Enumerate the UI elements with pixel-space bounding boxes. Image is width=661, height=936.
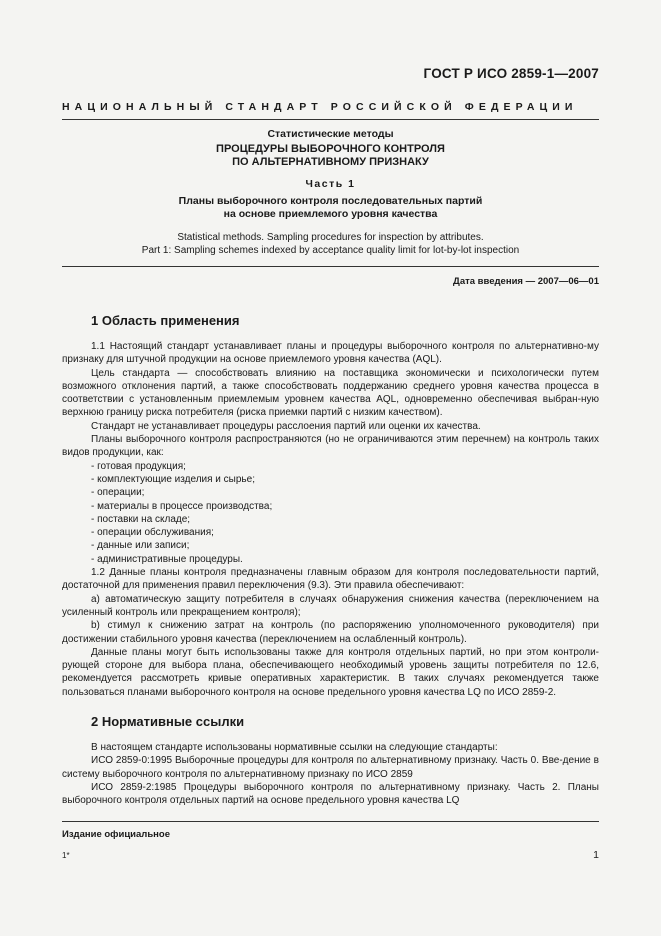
part-title-line-1: Планы выборочного контроля последовательных партий <box>178 195 483 207</box>
section-1-body <box>62 340 599 699</box>
english-title-line-1: Statistical methods. Sampling procedures for inspection by attributes. <box>177 232 484 243</box>
national-standard-banner: НАЦИОНАЛЬНЫЙ СТАНДАРТ РОССИЙСКОЙ ФЕДЕРАЦИИ <box>62 101 578 113</box>
title-divider <box>62 266 599 267</box>
section-2-body <box>62 741 599 807</box>
paragraph: Стандарт не устанавливает процедуры расслоения партий или оценки их качества. <box>91 420 481 432</box>
part-title <box>62 195 599 221</box>
list-item: - административные процедуры. <box>91 553 243 565</box>
part-title-line-2: на основе приемлемого уровня качества <box>223 208 438 220</box>
footnote-mark: 1* <box>62 851 70 860</box>
paragraph: 1.2 Данные планы контроля предназначены главным образом для контроля последовательности партий, достаточной для применения правил переключения (9.3). Эти правила обеспечивают: <box>62 567 599 592</box>
list-item: - операции; <box>91 487 145 499</box>
paragraph: В настоящем стандарте использованы нормативные ссылки на следующие стандарты: <box>91 742 498 753</box>
footer-divider <box>62 821 599 822</box>
official-edition-label: Издание официальное <box>62 829 170 840</box>
paragraph: 1.1 Настоящий стандарт устанавливает планы и процедуры выборочного контроля по альтернативно-му признаку для штучной продукции на основе приемлемого уровня качества (AQL). <box>62 341 599 366</box>
title-line-1: Статистические методы <box>267 128 394 140</box>
list-item: - готовая продукция; <box>91 460 186 472</box>
reference-item: ИСО 2859-2:1985 Процедуры выборочного контроля по альтернативному признаку. Часть 2. Планы выборочного контроля отдельных партий на основе предельного уровня качества LQ <box>62 781 599 807</box>
list-item: - комплектующие изделия и сырье; <box>91 473 255 485</box>
list-item: - операции обслуживания; <box>91 527 214 539</box>
title-line-3: ПО АЛЬТЕРНАТИВНОМУ ПРИЗНАКУ <box>232 156 429 168</box>
page-number: 1 <box>593 849 599 861</box>
section-2-heading: 2 Нормативные ссылки <box>91 714 245 729</box>
introduction-date: Дата введения — 2007—06—01 <box>453 276 599 287</box>
paragraph: Данные планы могут быть использованы также для контроля отдельных партий, но при этом контроли-рующей стороне для выбора плана, обеспечивающего необходимый уровень защиты потребителя по 12.6, рекомендуется рассмотреть кривые оперативных характеристик. В таких случаях рекомендуется также пользоваться планами выборочного контроля на основе предельного уровня качества LQ по ИСО 2859-2. <box>62 646 599 698</box>
paragraph: Планы выборочного контроля распространяются (но не ограничиваются этим перечнем) на контроль таких видов продукции, как: <box>62 434 599 459</box>
paragraph: b) стимул к снижению затрат на контроль (по распоряжению уполномоченного руководителя) при достижении стабильного уровня качества (переключением на ослабленный контроль). <box>62 620 599 645</box>
part-label: Часть 1 <box>305 178 356 190</box>
section-1-heading: 1 Область применения <box>91 313 240 328</box>
title-main <box>62 143 599 169</box>
english-title <box>62 231 599 257</box>
title-line-2: ПРОЦЕДУРЫ ВЫБОРОЧНОГО КОНТРОЛЯ <box>216 143 445 155</box>
list-item: - поставки на складе; <box>91 513 191 525</box>
header-divider <box>62 119 599 120</box>
paragraph: a) автоматическую защиту потребителя в случаях обнаружения снижения качества (переключением на усиленный контроль или прекращением контроля); <box>62 593 599 618</box>
english-title-line-2: Part 1: Sampling schemes indexed by acceptance quality limit for lot-by-lot inspection <box>141 245 520 256</box>
paragraph: Цель стандарта — способствовать влиянию на поставщика экономически и психологически путем возможного отклонения партий, а также способствовать поддержанию среднего уровня качества процесса в соответствии с установленным приемлемым уровнем качества AQL, одновременно обеспечивая выбран-ную верхнюю границу риска потребителя (риска приемки партий с низким качеством). <box>62 367 599 419</box>
standard-id: ГОСТ Р ИСО 2859-1—2007 <box>423 66 599 81</box>
list-item: - данные или записи; <box>91 540 190 552</box>
reference-item: ИСО 2859-0:1995 Выборочные процедуры для контроля по альтернативному признаку. Часть 0. Вве-дение в систему выборочного контроля по альтернативному признаку по ИСО 2859 <box>62 755 599 780</box>
list-item: - материалы в процессе производства; <box>91 500 273 512</box>
